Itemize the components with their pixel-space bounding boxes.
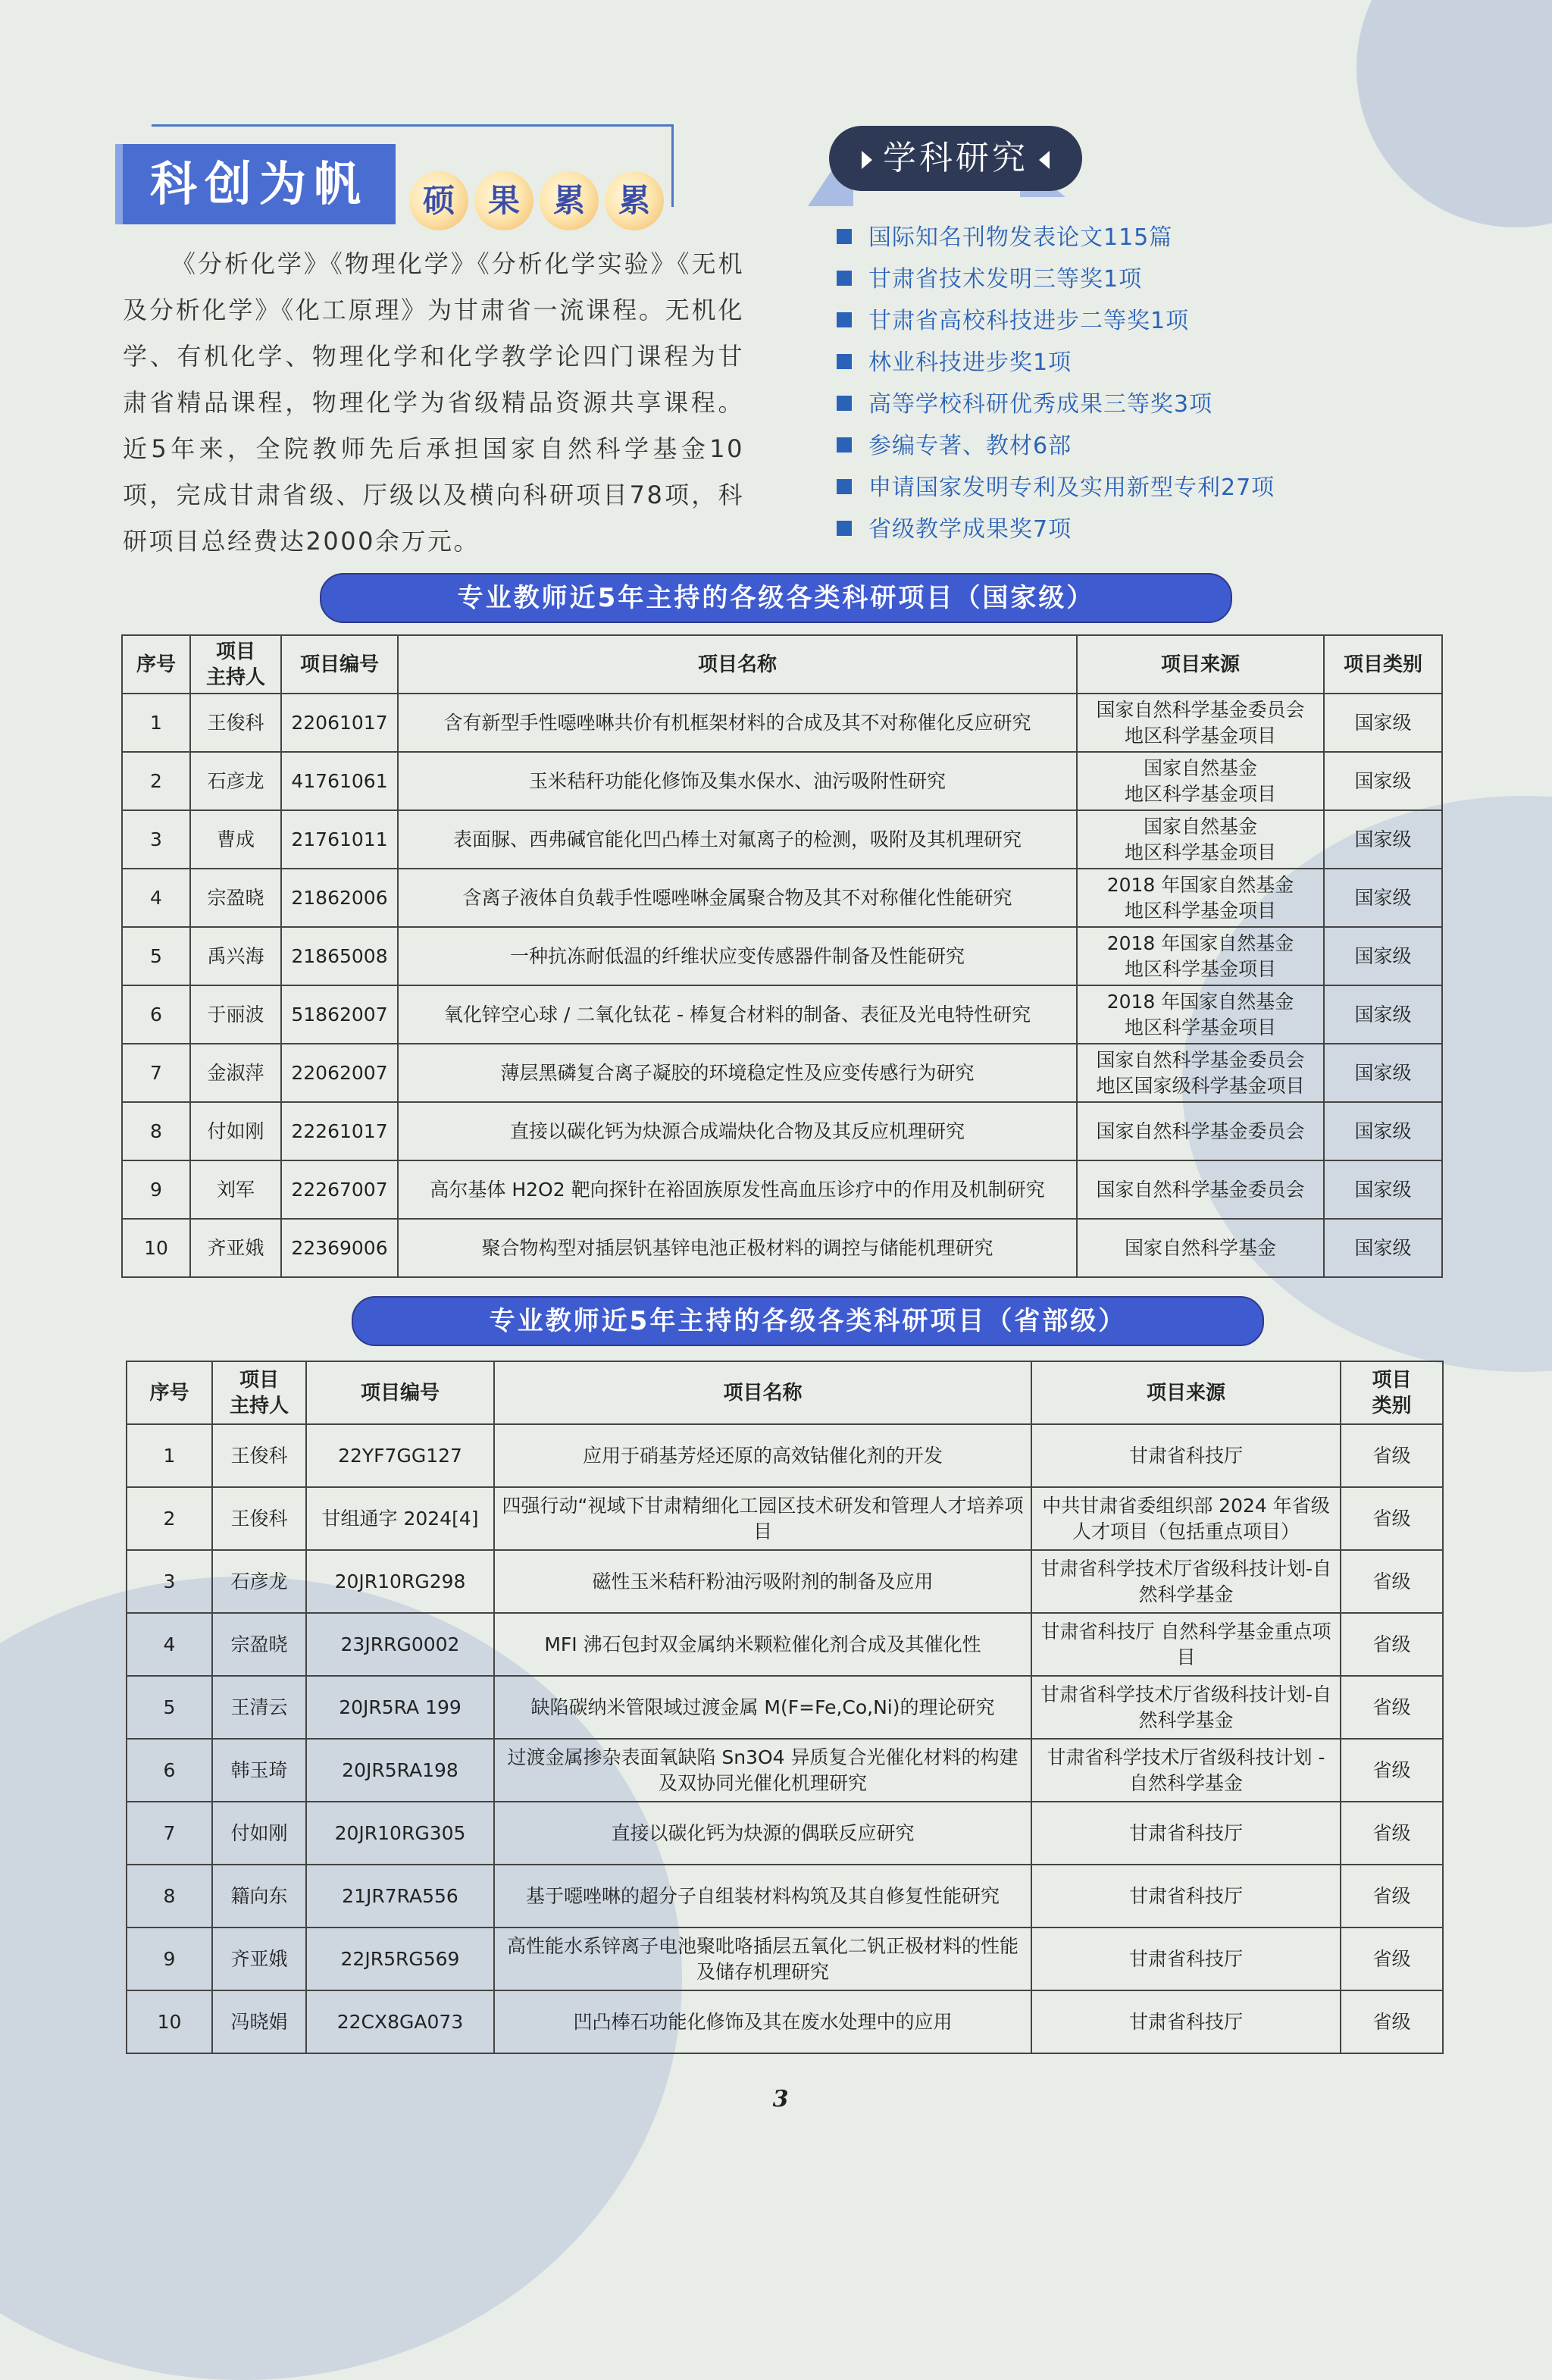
header-col-leader: 项目 主持人	[212, 1361, 306, 1424]
table-row	[122, 752, 1442, 810]
cell-col-source: 国家自然基金 地区科学基金项目	[1077, 810, 1324, 869]
header-col-source: 项目来源	[1031, 1361, 1341, 1424]
cell-col-name: 过渡金属掺杂表面氧缺陷 Sn3O4 异质复合光催化材料的构建及双协同光催化机理研究	[494, 1739, 1031, 1802]
cell-col-code: 23JRRG0002	[306, 1613, 494, 1676]
cell-col-index: 2	[127, 1487, 212, 1550]
cell-col-leader: 籍向东	[212, 1865, 306, 1927]
cell-col-index: 5	[122, 927, 190, 985]
cell-col-category: 国家级	[1324, 1219, 1442, 1277]
cell-col-category: 省级	[1341, 1613, 1443, 1676]
header-col-code: 项目编号	[281, 635, 398, 694]
cell-col-category: 国家级	[1324, 1160, 1442, 1219]
cell-col-source: 2018 年国家自然基金 地区科学基金项目	[1077, 927, 1324, 985]
cell-col-index: 9	[122, 1160, 190, 1219]
cell-col-index: 10	[127, 1990, 212, 2053]
cell-col-code: 20JR10RG298	[306, 1550, 494, 1613]
table-row	[122, 927, 1442, 985]
cell-col-code: 22261017	[281, 1102, 398, 1160]
table-row	[122, 985, 1442, 1044]
triangle-left-icon	[1039, 151, 1050, 169]
achievement-item	[837, 258, 1275, 300]
cell-col-category: 国家级	[1324, 752, 1442, 810]
cell-col-index: 8	[127, 1865, 212, 1927]
cell-col-category: 国家级	[1324, 694, 1442, 752]
cell-col-code: 22369006	[281, 1219, 398, 1277]
cell-col-index: 6	[127, 1739, 212, 1802]
cell-col-source: 2018 年国家自然基金 地区科学基金项目	[1077, 869, 1324, 927]
cell-col-name: 高性能水系锌离子电池聚吡咯插层五氧化二钒正极材料的性能及储存机理研究	[494, 1927, 1031, 1990]
table-row	[127, 1550, 1443, 1613]
cell-col-source: 国家自然科学基金委员会 地区国家级科学基金项目	[1077, 1044, 1324, 1102]
table-row	[122, 694, 1442, 752]
cell-col-code: 21865008	[281, 927, 398, 985]
cell-col-leader: 王清云	[212, 1676, 306, 1739]
cell-col-name: 直接以碳化钙为炔源的偶联反应研究	[494, 1802, 1031, 1865]
cell-col-category: 省级	[1341, 1424, 1443, 1487]
cell-col-index: 2	[122, 752, 190, 810]
cell-col-source: 甘肃省科技厅	[1031, 1990, 1341, 2053]
provincial-projects-banner: 专业教师近5年主持的各级各类科研项目（省部级）	[352, 1296, 1264, 1346]
subtitle-char-4: 累	[605, 171, 664, 230]
cell-col-index: 7	[122, 1044, 190, 1102]
cell-col-index: 7	[127, 1802, 212, 1865]
table-row	[127, 1865, 1443, 1927]
cell-col-leader: 刘军	[190, 1160, 281, 1219]
cell-col-category: 省级	[1341, 1676, 1443, 1739]
cell-col-code: 22CX8GA073	[306, 1990, 494, 2053]
table-row	[122, 1160, 1442, 1219]
cell-col-leader: 韩玉琦	[212, 1739, 306, 1802]
cell-col-name: 高尔基体 H2O2 靶向探针在裕固族原发性高血压诊疗中的作用及机制研究	[398, 1160, 1077, 1219]
cell-col-source: 甘肃省科技厅	[1031, 1927, 1341, 1990]
cell-col-index: 8	[122, 1102, 190, 1160]
square-bullet-icon	[837, 396, 852, 411]
research-badge	[829, 126, 1082, 191]
national-projects-banner: 专业教师近5年主持的各级各类科研项目（国家级）	[320, 573, 1232, 623]
cell-col-leader: 金淑萍	[190, 1044, 281, 1102]
achievement-item	[837, 300, 1275, 342]
cell-col-leader: 石彦龙	[212, 1550, 306, 1613]
cell-col-category: 国家级	[1324, 985, 1442, 1044]
cell-col-code: 21JR7RA556	[306, 1865, 494, 1927]
cell-col-code: 22267007	[281, 1160, 398, 1219]
table-row	[122, 1102, 1442, 1160]
table-row	[127, 1990, 1443, 2053]
table-row	[127, 1802, 1443, 1865]
cell-col-code: 41761061	[281, 752, 398, 810]
header-col-source: 项目来源	[1077, 635, 1324, 694]
achievement-text: 林业科技进步奖1项	[868, 349, 1072, 376]
cell-col-category: 国家级	[1324, 927, 1442, 985]
square-bullet-icon	[837, 437, 852, 453]
table-row	[127, 1739, 1443, 1802]
subtitle-char-2: 果	[474, 171, 534, 230]
table-row	[122, 810, 1442, 869]
triangle-right-icon	[862, 151, 872, 169]
cell-col-code: 22062007	[281, 1044, 398, 1102]
cell-col-source: 国家自然科学基金委员会	[1077, 1102, 1324, 1160]
cell-col-source: 甘肃省科学技术厅省级科技计划-自然科学基金	[1031, 1550, 1341, 1613]
cell-col-category: 国家级	[1324, 1044, 1442, 1102]
achievement-text: 省级教学成果奖7项	[868, 516, 1072, 543]
cell-col-leader: 付如刚	[212, 1802, 306, 1865]
square-bullet-icon	[837, 312, 852, 327]
cell-col-source: 国家自然科学基金委员会 地区科学基金项目	[1077, 694, 1324, 752]
cell-col-leader: 王俊科	[190, 694, 281, 752]
cell-col-leader: 禹兴海	[190, 927, 281, 985]
subtitle-char-1: 硕	[409, 171, 468, 230]
cell-col-category: 国家级	[1324, 1102, 1442, 1160]
cell-col-code: 22YF7GG127	[306, 1424, 494, 1487]
achievement-item	[837, 384, 1275, 425]
section-title: 科创为帆	[123, 144, 396, 224]
achievement-text: 甘肃省技术发明三等奖1项	[868, 266, 1143, 293]
cell-col-category: 省级	[1341, 1865, 1443, 1927]
header-col-category: 项目 类别	[1341, 1361, 1443, 1424]
square-bullet-icon	[837, 354, 852, 369]
achievement-text: 参编专著、教材6部	[868, 433, 1072, 459]
cell-col-category: 省级	[1341, 1739, 1443, 1802]
achievement-item	[837, 467, 1275, 509]
header-col-index: 序号	[122, 635, 190, 694]
cell-col-index: 3	[127, 1550, 212, 1613]
cell-col-leader: 齐亚娥	[212, 1927, 306, 1990]
cell-col-name: 磁性玉米秸秆粉油污吸附剂的制备及应用	[494, 1550, 1031, 1613]
cell-col-leader: 宗盈晓	[190, 869, 281, 927]
subtitle-char-3: 累	[540, 171, 599, 230]
header-col-category: 项目类别	[1324, 635, 1442, 694]
cell-col-source: 甘肃省科技厅	[1031, 1865, 1341, 1927]
cell-col-leader: 王俊科	[212, 1424, 306, 1487]
cell-col-source: 国家自然基金 地区科学基金项目	[1077, 752, 1324, 810]
research-badge-label: 学科研究	[883, 139, 1028, 177]
cell-col-leader: 王俊科	[212, 1487, 306, 1550]
achievement-list	[837, 217, 1275, 550]
decorative-circle-top-right	[1356, 0, 1552, 227]
cell-col-leader: 齐亚娥	[190, 1219, 281, 1277]
achievement-text: 甘肃省高校科技进步二等奖1项	[868, 308, 1190, 334]
cell-col-name: MFI 沸石包封双金属纳米颗粒催化剂合成及其催化性	[494, 1613, 1031, 1676]
table-row	[127, 1927, 1443, 1990]
cell-col-index: 3	[122, 810, 190, 869]
cell-col-name: 应用于硝基芳烃还原的高效钴催化剂的开发	[494, 1424, 1031, 1487]
cell-col-leader: 石彦龙	[190, 752, 281, 810]
header-col-leader: 项目 主持人	[190, 635, 281, 694]
cell-col-source: 2018 年国家自然基金 地区科学基金项目	[1077, 985, 1324, 1044]
achievement-item	[837, 217, 1275, 258]
cell-col-code: 21862006	[281, 869, 398, 927]
cell-col-code: 22061017	[281, 694, 398, 752]
achievement-item	[837, 509, 1275, 550]
cell-col-code: 20JR5RA198	[306, 1739, 494, 1802]
cell-col-index: 6	[122, 985, 190, 1044]
table-row	[122, 869, 1442, 927]
table-header-row	[122, 635, 1442, 694]
cell-col-code: 20JR10RG305	[306, 1802, 494, 1865]
cell-col-category: 省级	[1341, 1990, 1443, 2053]
cell-col-category: 省级	[1341, 1550, 1443, 1613]
cell-col-source: 甘肃省科技厅	[1031, 1424, 1341, 1487]
cell-col-name: 氧化锌空心球 / 二氧化钛花 - 棒复合材料的制备、表征及光电特性研究	[398, 985, 1077, 1044]
table-row	[127, 1424, 1443, 1487]
header-col-code: 项目编号	[306, 1361, 494, 1424]
table-row	[122, 1219, 1442, 1277]
cell-col-name: 四强行动“视域下甘肃精细化工园区技术研发和管理人才培养项目	[494, 1487, 1031, 1550]
achievement-text: 申请国家发明专利及实用新型专利27项	[868, 474, 1275, 501]
cell-col-name: 薄层黑磷复合离子凝胶的环境稳定性及应变传感行为研究	[398, 1044, 1077, 1102]
cell-col-source: 甘肃省科学技术厅省级科技计划-自然科学基金	[1031, 1676, 1341, 1739]
cell-col-source: 甘肃省科技厅	[1031, 1802, 1341, 1865]
cell-col-index: 1	[122, 694, 190, 752]
cell-col-code: 51862007	[281, 985, 398, 1044]
cell-col-index: 1	[127, 1424, 212, 1487]
cell-col-name: 表面脲、西弗碱官能化凹凸棒土对氟离子的检测，吸附及其机理研究	[398, 810, 1077, 869]
cell-col-leader: 付如刚	[190, 1102, 281, 1160]
cell-col-index: 4	[127, 1613, 212, 1676]
header-col-name: 项目名称	[494, 1361, 1031, 1424]
cell-col-code: 21761011	[281, 810, 398, 869]
intro-paragraph: 《分析化学》《物理化学》《分析化学实验》《无机及分析化学》《化工原理》为甘肃省一流课程。无机化学、有机化学、物理化学和化学教学论四门课程为甘肃省精品课程，物理化学为省级精品资源共享课程。近5年来，全院教师先后承担国家自然科学基金10项，完成甘肃省级、厅级以及横向科研项目78项，科研项目总经费达2000余万元。	[123, 249, 744, 556]
page-number: 3	[772, 2086, 789, 2112]
header-col-index: 序号	[127, 1361, 212, 1424]
cell-col-source: 中共甘肃省委组织部 2024 年省级人才项目（包括重点项目）	[1031, 1487, 1341, 1550]
table-row	[127, 1613, 1443, 1676]
table-header-row	[127, 1361, 1443, 1424]
header-col-name: 项目名称	[398, 635, 1077, 694]
table-row	[127, 1487, 1443, 1550]
table-row	[127, 1676, 1443, 1739]
achievement-item	[837, 425, 1275, 467]
cell-col-name: 玉米秸秆功能化修饰及集水保水、油污吸附性研究	[398, 752, 1077, 810]
cell-col-index: 4	[122, 869, 190, 927]
national-projects-table	[121, 634, 1443, 1278]
cell-col-source: 甘肃省科学技术厅省级科技计划 - 自然科学基金	[1031, 1739, 1341, 1802]
cell-col-code: 甘组通字 2024[4]	[306, 1487, 494, 1550]
achievement-item	[837, 342, 1275, 384]
cell-col-category: 国家级	[1324, 810, 1442, 869]
cell-col-source: 国家自然科学基金委员会	[1077, 1160, 1324, 1219]
provincial-projects-table	[126, 1361, 1444, 2054]
cell-col-code: 20JR5RA 199	[306, 1676, 494, 1739]
cell-col-name: 凹凸棒石功能化修饰及其在废水处理中的应用	[494, 1990, 1031, 2053]
achievement-text: 高等学校科研优秀成果三等奖3项	[868, 391, 1213, 418]
cell-col-index: 9	[127, 1927, 212, 1990]
cell-col-source: 国家自然科学基金	[1077, 1219, 1324, 1277]
cell-col-leader: 宗盈晓	[212, 1613, 306, 1676]
cell-col-name: 聚合物构型对插层钒基锌电池正极材料的调控与储能机理研究	[398, 1219, 1077, 1277]
cell-col-leader: 冯晓娟	[212, 1990, 306, 2053]
square-bullet-icon	[837, 479, 852, 494]
cell-col-code: 22JR5RG569	[306, 1927, 494, 1990]
cell-col-category: 国家级	[1324, 869, 1442, 927]
cell-col-index: 5	[127, 1676, 212, 1739]
cell-col-name: 直接以碳化钙为炔源合成端炔化合物及其反应机理研究	[398, 1102, 1077, 1160]
cell-col-category: 省级	[1341, 1802, 1443, 1865]
cell-col-category: 省级	[1341, 1927, 1443, 1990]
cell-col-name: 基于噁唑啉的超分子自组装材料构筑及其自修复性能研究	[494, 1865, 1031, 1927]
achievement-text: 国际知名刊物发表论文115篇	[868, 224, 1173, 251]
cell-col-name: 含离子液体自负载手性噁唑啉金属聚合物及其不对称催化性能研究	[398, 869, 1077, 927]
cell-col-name: 含有新型手性噁唑啉共价有机框架材料的合成及其不对称催化反应研究	[398, 694, 1077, 752]
cell-col-source: 甘肃省科技厅 自然科学基金重点项目	[1031, 1613, 1341, 1676]
cell-col-name: 一种抗冻耐低温的纤维状应变传感器件制备及性能研究	[398, 927, 1077, 985]
cell-col-leader: 于丽波	[190, 985, 281, 1044]
cell-col-name: 缺陷碳纳米管限域过渡金属 M(F=Fe,Co,Ni)的理论研究	[494, 1676, 1031, 1739]
cell-col-leader: 曹成	[190, 810, 281, 869]
cell-col-category: 省级	[1341, 1487, 1443, 1550]
square-bullet-icon	[837, 229, 852, 244]
table-row	[122, 1044, 1442, 1102]
cell-col-index: 10	[122, 1219, 190, 1277]
square-bullet-icon	[837, 271, 852, 286]
square-bullet-icon	[837, 521, 852, 536]
